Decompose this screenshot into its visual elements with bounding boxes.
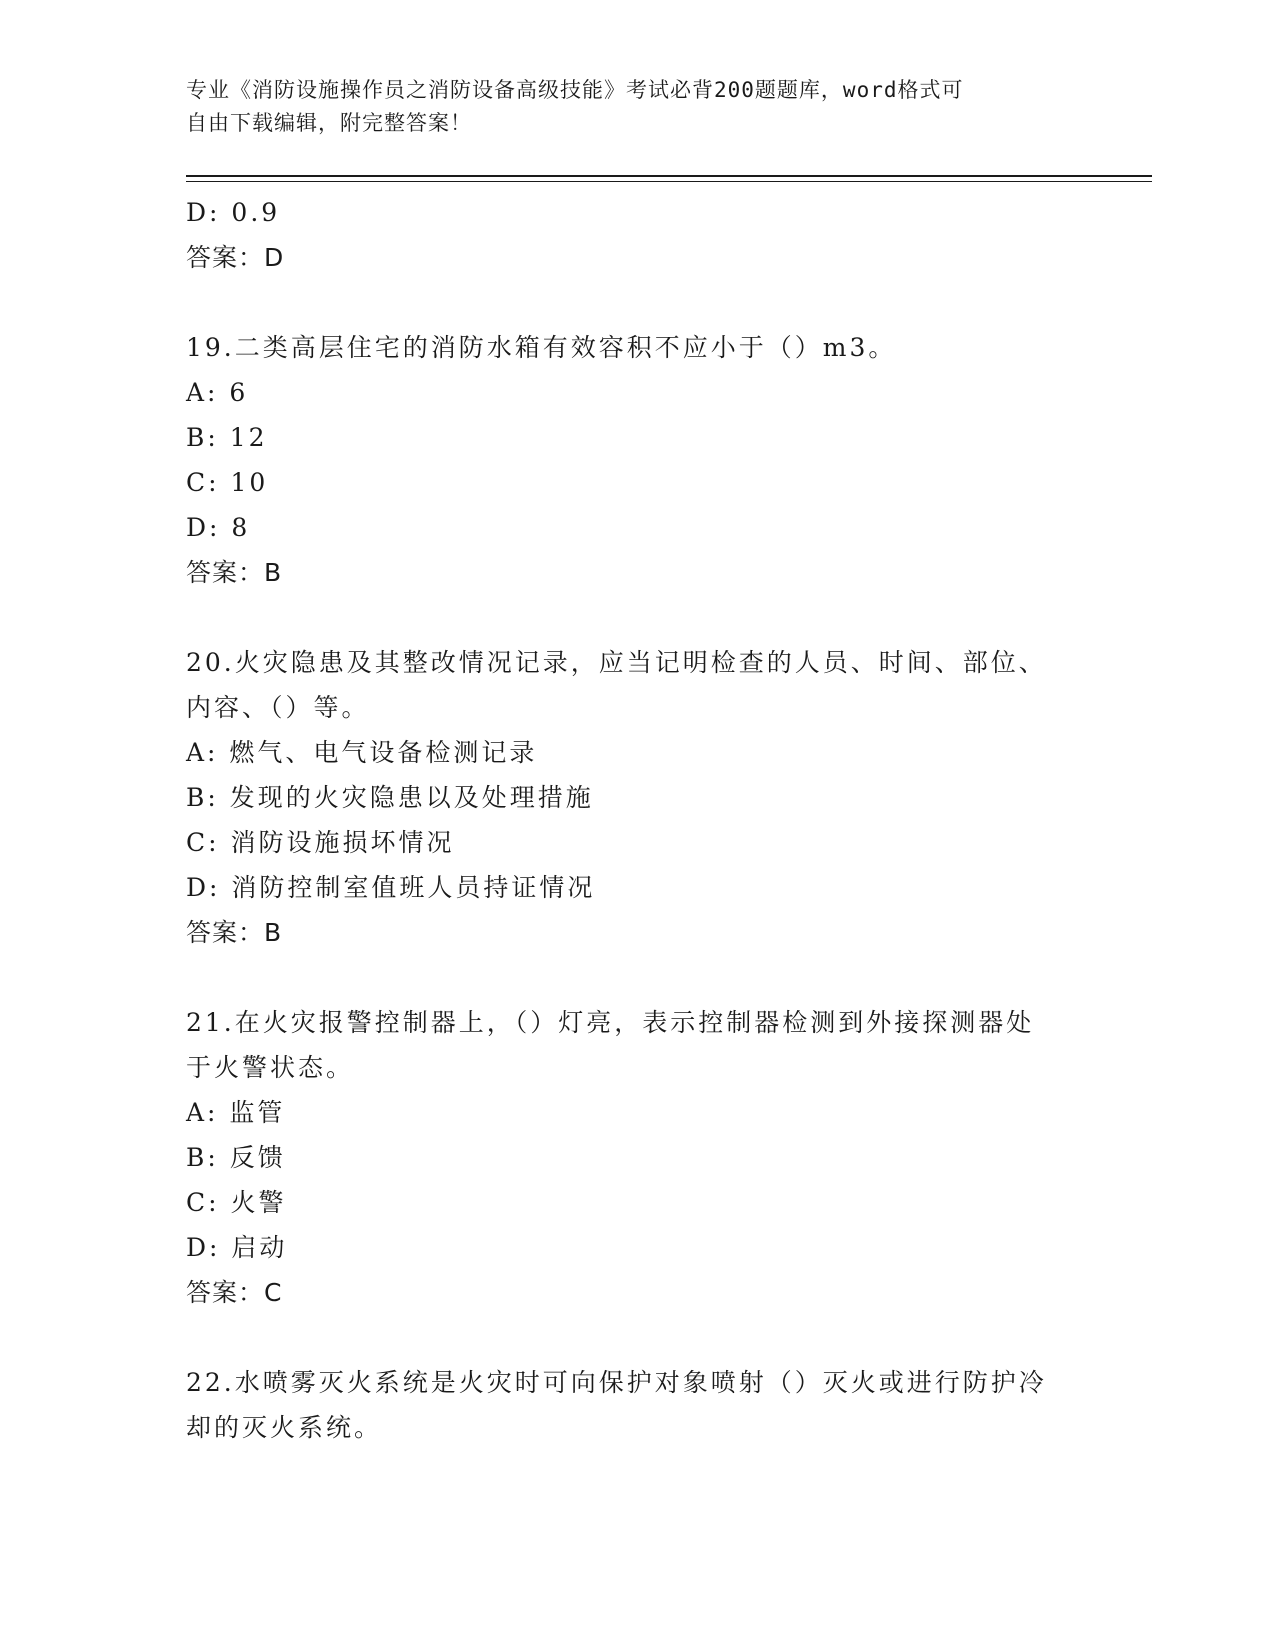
question-21-option-d: D: 启动 <box>186 1233 288 1262</box>
header-divider-thin <box>186 181 1152 182</box>
prev-question-option-d: D: 0.9 <box>186 198 281 227</box>
question-20-answer: 答案：B <box>186 918 283 947</box>
header-title-line-2: 自由下载编辑，附完整答案！ <box>186 111 472 135</box>
question-19-option-c: C: 10 <box>186 468 269 497</box>
header-title-line-1: 专业《消防设施操作员之消防设备高级技能》考试必背200题题库，word格式可 <box>186 78 964 102</box>
question-20-option-c: C: 消防设施损坏情况 <box>186 828 455 857</box>
question-21-option-a: A: 监管 <box>186 1098 286 1127</box>
question-19-option-b: B: 12 <box>186 423 268 452</box>
question-21-option-c: C: 火警 <box>186 1188 287 1217</box>
question-22 <box>186 1360 1086 1450</box>
question-19-answer: 答案：B <box>186 558 283 587</box>
question-19-option-a: A: 6 <box>186 378 249 407</box>
question-22-text-line-2: 却的灭火系统。 <box>186 1413 383 1442</box>
question-21-text-line-1: 21.在火灾报警控制器上，（）灯亮，表示控制器检测到外接探测器处 <box>186 1008 1035 1037</box>
document-header <box>186 74 1066 140</box>
question-20-text-line-1: 20.火灾隐患及其整改情况记录，应当记明检查的人员、时间、部位、 <box>186 648 1047 677</box>
question-19 <box>186 325 1086 595</box>
spacer <box>186 280 1086 325</box>
question-list <box>186 190 1086 1450</box>
question-20-option-d: D: 消防控制室值班人员持证情况 <box>186 873 596 902</box>
spacer <box>186 955 1086 1000</box>
spacer <box>186 1315 1086 1360</box>
question-21 <box>186 1000 1086 1315</box>
question-21-option-b: B: 反馈 <box>186 1143 286 1172</box>
question-19-option-d: D: 8 <box>186 513 251 542</box>
question-20-option-b: B: 发现的火灾隐患以及处理措施 <box>186 783 594 812</box>
prev-question-answer: 答案：D <box>186 243 285 272</box>
question-22-text-line-1: 22.水喷雾灭火系统是火灾时可向保护对象喷射（）灭火或进行防护冷 <box>186 1368 1047 1397</box>
question-21-answer: 答案：C <box>186 1278 283 1307</box>
question-20-text-line-2: 内容、（）等。 <box>186 693 370 722</box>
question-21-text-line-2: 于火警状态。 <box>186 1053 355 1082</box>
question-20-option-a: A: 燃气、电气设备检测记录 <box>186 738 538 767</box>
question-19-text: 19.二类高层住宅的消防水箱有效容积不应小于（）m3。 <box>186 333 897 362</box>
question-20 <box>186 640 1086 955</box>
spacer <box>186 595 1086 640</box>
header-divider-thick <box>186 175 1152 177</box>
